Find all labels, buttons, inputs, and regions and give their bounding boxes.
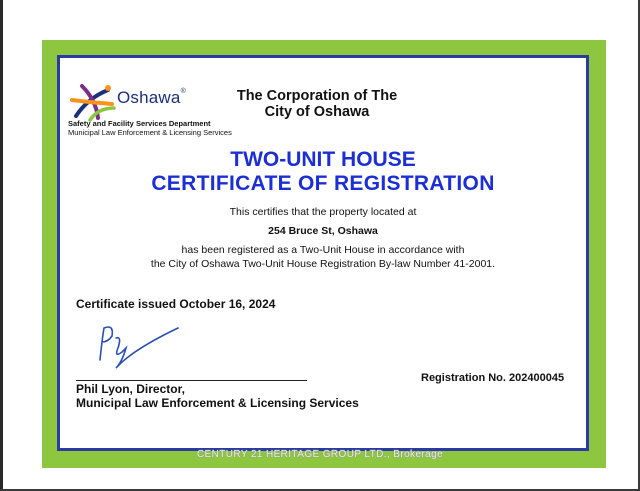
registration-number: Registration No. 202400045: [421, 372, 565, 384]
signature-icon: [92, 320, 192, 370]
corporation-heading: [200, 88, 434, 120]
brokerage-watermark: CENTURY 21 HERITAGE GROUP LTD., Brokerage: [196, 449, 444, 460]
corporation-line-2: City of Oshawa: [264, 104, 370, 120]
signature-line: [76, 380, 307, 381]
department-name: Safety and Facility Services Department: [68, 119, 211, 128]
division-name: Municipal Law Enforcement & Licensing Services: [68, 128, 232, 137]
certificate-title-line-1: TWO-UNIT HOUSE: [230, 148, 416, 171]
issue-date: Certificate issued October 16, 2024: [76, 297, 276, 311]
registration-statement-line-1: has been registered as a Two-Unit House in accordance with: [181, 244, 465, 256]
property-address: 254 Bruce St, Oshawa: [268, 225, 378, 237]
certifies-text: This certifies that the property located at: [229, 206, 417, 218]
registration-statement-line-2: the City of Oshawa Two-Unit House Registration By-law Number 41-2001.: [150, 258, 496, 270]
corporation-line-1: The Corporation of The: [236, 88, 398, 104]
logo-wordmark: Oshawa®: [117, 88, 186, 107]
certificate-title-line-2: CERTIFICATE OF REGISTRATION: [151, 172, 495, 195]
signer-name: Phil Lyon, Director,: [76, 382, 185, 396]
registered-mark: ®: [180, 88, 186, 95]
signer-department: Municipal Law Enforcement & Licensing Services: [76, 396, 359, 410]
window-edge-left: [0, 0, 3, 491]
